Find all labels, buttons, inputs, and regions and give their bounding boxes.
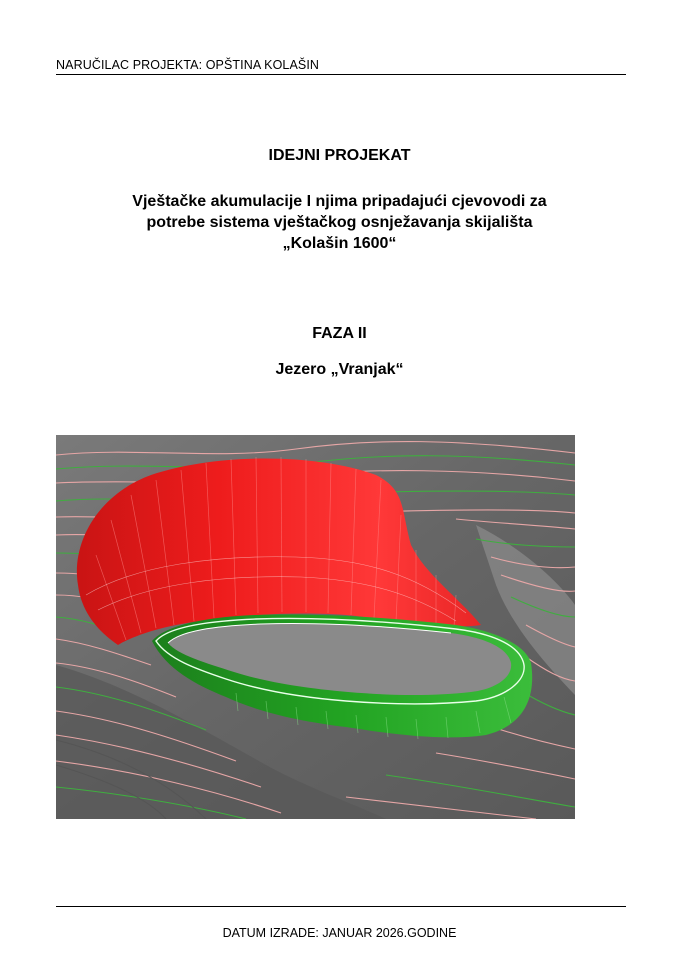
- client-label: NARUČILAC PROJEKTA: OPŠTINA KOLAŠIN: [56, 58, 320, 72]
- subtitle-line: Vještačke akumulacije I njima pripadajući cjevovodi za: [132, 193, 547, 210]
- header-divider: [56, 74, 626, 75]
- lake-name: Jezero „Vranjak“: [275, 361, 404, 378]
- document-subtitle: [0, 191, 679, 254]
- subtitle-line: potrebe sistema vještačkog osnježavanja skijališta: [146, 214, 533, 231]
- subtitle-line: „Kolašin 1600“: [282, 235, 397, 252]
- footer-divider: [56, 906, 626, 907]
- reservoir-3d-render: [56, 435, 575, 819]
- date-label: DATUM IZRADE: JANUAR 2026.GODINE: [222, 926, 457, 940]
- document-title: IDEJNI PROJEKAT: [268, 147, 411, 164]
- phase-label: FAZA II: [312, 325, 367, 342]
